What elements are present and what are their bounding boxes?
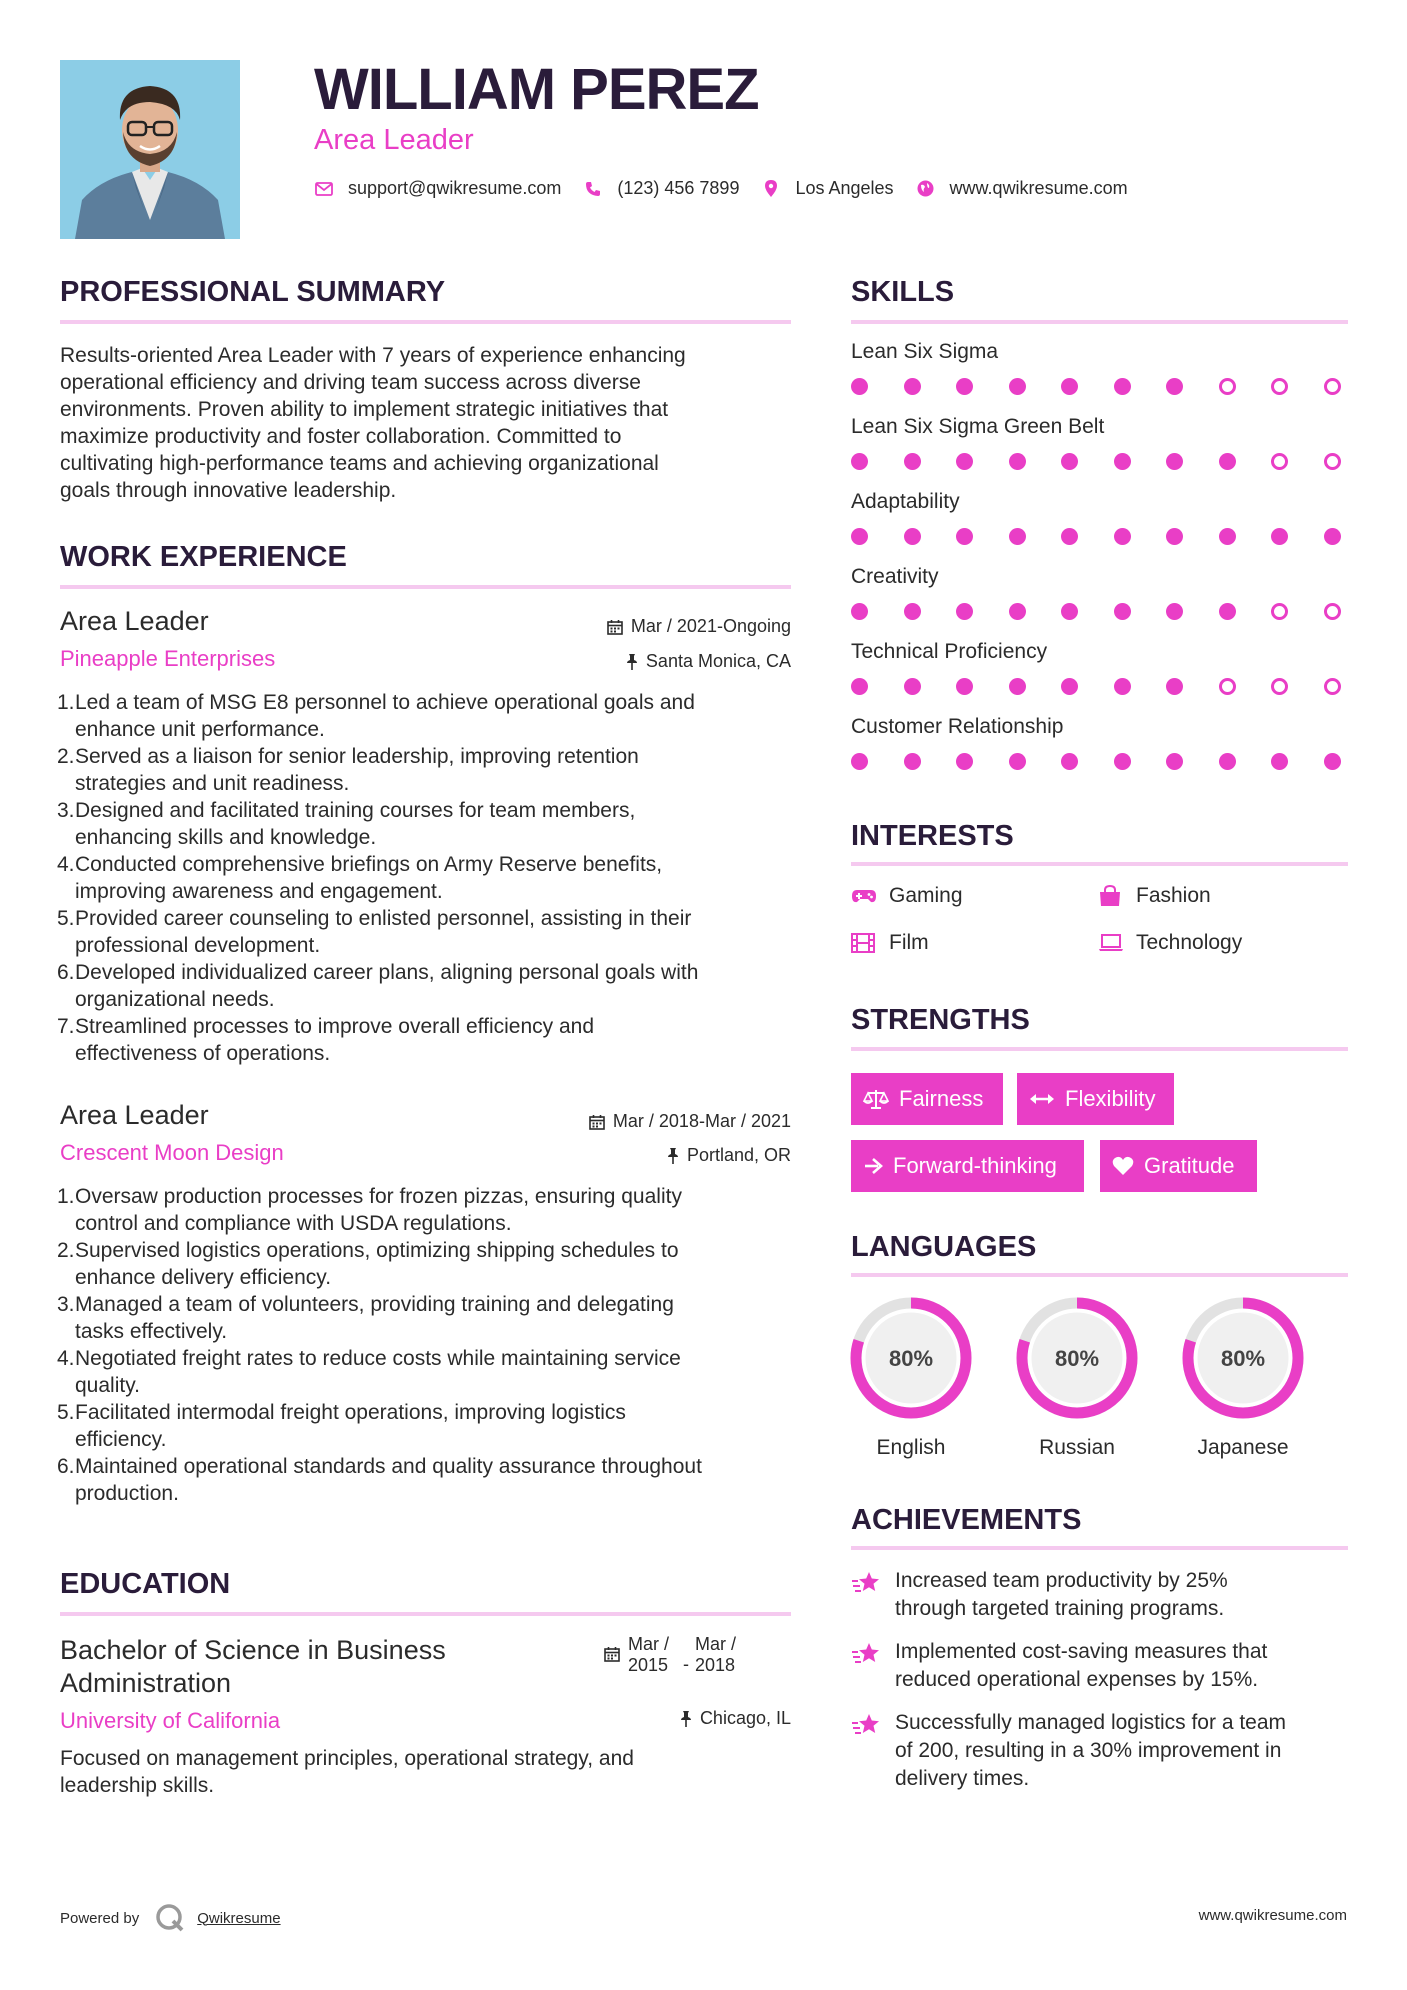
rating-dot-filled [904, 453, 921, 470]
achievements-rule [851, 1546, 1348, 1550]
rating-dot-filled [1166, 603, 1183, 620]
pushpin-icon [667, 1148, 679, 1164]
list-item: 1. Oversaw production processes for frozen pizzas, ensuring quality control and compliance with USDA regulations. [57, 1185, 682, 1235]
interest-gaming [851, 884, 963, 908]
list-item: 3. Designed and facilitated training courses for team members, enhancing skills and knowledge. [57, 799, 636, 849]
powered-by-text: Powered by [60, 1909, 140, 1927]
rating-dot-filled [1271, 753, 1288, 770]
strengths-heading: STRENGTHS [851, 1004, 1030, 1036]
skill-row [851, 415, 1341, 490]
rating-dot-filled [1219, 753, 1236, 770]
skill-rating [851, 603, 1341, 620]
contact-bar [314, 178, 1150, 199]
job-date [589, 1111, 791, 1132]
education-location [680, 1708, 791, 1729]
language-ring [846, 1293, 976, 1423]
rating-dot-filled [1166, 678, 1183, 695]
rating-dot-filled [1009, 378, 1026, 395]
interests-rule [851, 862, 1348, 866]
skill-row [851, 565, 1341, 640]
rating-dot-empty [1271, 603, 1288, 620]
calendar-icon [607, 619, 623, 635]
list-item: 6. Maintained operational standards and quality assurance throughout production. [57, 1455, 702, 1505]
skill-row [851, 340, 1341, 415]
strength-label: Fairness [899, 1086, 984, 1111]
list-item: 7. Streamlined processes to improve overall efficiency and effectiveness of operations. [57, 1015, 595, 1065]
rating-dot-filled [1009, 528, 1026, 545]
scale-icon [863, 1089, 889, 1109]
candidate-title: Area Leader [314, 124, 474, 156]
job-title: Area Leader [60, 1100, 209, 1130]
rating-dot-filled [956, 453, 973, 470]
strength-label: Flexibility [1065, 1086, 1156, 1111]
contact-phone[interactable]: (123) 456 7899 [617, 178, 740, 198]
rating-dot-filled [1061, 678, 1078, 695]
school-name: University of California [60, 1708, 281, 1733]
summary-rule [60, 320, 791, 324]
contact-email[interactable]: support@qwikresume.com [348, 178, 562, 198]
heart-icon [1112, 1156, 1134, 1176]
interest-label: Film [889, 931, 929, 954]
interest-film [851, 931, 929, 955]
skill-rating [851, 528, 1341, 545]
education-dates [604, 1634, 736, 1676]
rating-dot-filled [1114, 528, 1131, 545]
calendar-icon [604, 1646, 620, 1662]
job-date [607, 616, 791, 637]
language-name: English [876, 1436, 946, 1459]
rating-dot-empty [1324, 678, 1341, 695]
education-heading: EDUCATION [60, 1568, 231, 1600]
interest-fashion [1098, 884, 1211, 908]
job-location [667, 1145, 791, 1166]
list-item: 5. Facilitated intermodal freight operations, improving logistics efficiency. [57, 1401, 626, 1451]
list-item: 4. Conducted comprehensive briefings on Army Reserve benefits, improving awareness and engagement. [57, 853, 663, 903]
rating-dot-filled [1061, 528, 1078, 545]
strength-tag-forward-thinking [851, 1140, 1084, 1192]
company-name: Crescent Moon Design [60, 1140, 284, 1165]
language-item [1012, 1293, 1142, 1460]
list-item: 5. Provided career counseling to enlisted personnel, assisting in their professional development. [57, 907, 692, 957]
arrow-right-icon [863, 1157, 883, 1175]
qwikresume-logo-icon [155, 1903, 185, 1933]
rating-dot-filled [956, 753, 973, 770]
summary-line: cultivating high-performance teams and achieving organizational [60, 452, 659, 475]
contact-location: Los Angeles [795, 178, 894, 198]
job-location [626, 651, 791, 672]
rating-dot-filled [1114, 453, 1131, 470]
rating-dot-filled [904, 378, 921, 395]
education-location-text: Chicago, IL [699, 1708, 791, 1728]
interest-label: Technology [1136, 931, 1243, 954]
rating-dot-filled [904, 528, 921, 545]
rating-dot-filled [1324, 528, 1341, 545]
start-date: Mar / 2015 [628, 1634, 670, 1675]
rating-dot-filled [851, 678, 868, 695]
rating-dot-filled [1219, 603, 1236, 620]
achievement-item: Increased team productivity by 25% through targeted training programs. [851, 1567, 1348, 1623]
laptop-icon [1098, 933, 1124, 953]
achievement-item: Successfully managed logistics for a team of 200, resulting in a 30% improvement in delivery times. [851, 1709, 1348, 1793]
strength-label: Gratitude [1144, 1153, 1235, 1178]
language-percent: 80% [1220, 1346, 1266, 1371]
degree-line: Administration [60, 1668, 232, 1698]
strength-tag-fairness [851, 1073, 1003, 1125]
rating-dot-empty [1324, 378, 1341, 395]
skill-row [851, 715, 1341, 790]
rating-dot-empty [1324, 603, 1341, 620]
job-date-text: Mar / 2018-Mar / 2021 [612, 1111, 791, 1131]
language-item [846, 1293, 976, 1460]
rating-dot-filled [851, 453, 868, 470]
language-item [1178, 1293, 1308, 1460]
job-date-text: Mar / 2021-Ongoing [630, 616, 791, 636]
rating-dot-filled [1061, 378, 1078, 395]
rating-dot-filled [956, 378, 973, 395]
rating-dot-filled [851, 378, 868, 395]
job-bullets [57, 689, 797, 1067]
envelope-icon [314, 179, 334, 199]
shopping-bag-icon [1098, 886, 1124, 906]
strengths-rule [851, 1047, 1348, 1051]
strength-label: Forward-thinking [893, 1153, 1057, 1178]
skill-name: Customer Relationship [851, 715, 1064, 738]
rating-dot-empty [1219, 378, 1236, 395]
company-name: Pineapple Enterprises [60, 646, 276, 671]
rating-dot-empty [1271, 378, 1288, 395]
skill-rating [851, 378, 1341, 395]
rating-dot-filled [904, 603, 921, 620]
languages-heading: LANGUAGES [851, 1231, 1037, 1263]
rating-dot-empty [1219, 678, 1236, 695]
skill-name: Technical Proficiency [851, 640, 1048, 663]
education-rule [60, 1612, 791, 1616]
candidate-name: WILLIAM PEREZ [314, 57, 759, 122]
rating-dot-filled [1009, 453, 1026, 470]
skill-name: Adaptability [851, 490, 960, 513]
achievements-list [851, 1567, 1348, 1793]
rating-dot-filled [1166, 453, 1183, 470]
interests-heading: INTERESTS [851, 820, 1014, 852]
languages-list [846, 1293, 1308, 1460]
interest-label: Gaming [889, 884, 963, 907]
strength-tag-flexibility [1017, 1073, 1174, 1125]
list-item: 2. Supervised logistics operations, optimizing shipping schedules to enhance delivery efficiency. [57, 1239, 679, 1289]
contact-website[interactable]: www.qwikresume.com [949, 178, 1128, 198]
skills-rule [851, 320, 1348, 324]
list-item: 4. Negotiated freight rates to reduce costs while maintaining service quality. [57, 1347, 681, 1397]
skill-name: Lean Six Sigma Green Belt [851, 415, 1105, 438]
summary-line: environments. Proven ability to implement strategic initiatives that [60, 398, 669, 421]
education-description: Focused on management principles, operational strategy, and leadership skills. [60, 1747, 634, 1797]
skill-rating [851, 678, 1341, 695]
shooting-star-icon [851, 1569, 881, 1597]
degree-line: Bachelor of Science in Business [60, 1635, 446, 1665]
language-percent: 80% [888, 1346, 934, 1371]
rating-dot-filled [851, 753, 868, 770]
skill-name: Lean Six Sigma [851, 340, 999, 363]
languages-rule [851, 1273, 1348, 1277]
job-location-text: Santa Monica, CA [645, 651, 791, 671]
summary-text [60, 342, 791, 504]
rating-dot-empty [1271, 453, 1288, 470]
footer-url[interactable]: www.qwikresume.com [1198, 1907, 1347, 1924]
phone-icon [583, 179, 603, 199]
rating-dot-empty [1271, 678, 1288, 695]
shooting-star-icon [851, 1711, 881, 1739]
rating-dot-filled [1166, 753, 1183, 770]
footer-powered-by [60, 1903, 281, 1933]
summary-line: Results-oriented Area Leader with 7 years of experience enhancing [60, 344, 686, 367]
rating-dot-filled [1114, 378, 1131, 395]
end-date: Mar / 2018 [695, 1634, 737, 1675]
summary-line: maximize productivity and foster collaboration. Committed to [60, 425, 622, 448]
degree-title [60, 1634, 446, 1700]
rating-dot-filled [904, 678, 921, 695]
rating-dot-filled [1061, 753, 1078, 770]
rating-dot-filled [1166, 528, 1183, 545]
skill-rating [851, 453, 1341, 470]
summary-heading: PROFESSIONAL SUMMARY [60, 276, 446, 308]
rating-dot-filled [1009, 678, 1026, 695]
language-percent: 80% [1054, 1346, 1100, 1371]
rating-dot-filled [904, 753, 921, 770]
rating-dot-filled [1219, 453, 1236, 470]
rating-dot-filled [1114, 678, 1131, 695]
list-item: 2. Served as a liaison for senior leadership, improving retention strategies and unit readiness. [57, 745, 639, 795]
skill-row [851, 490, 1341, 565]
calendar-icon [589, 1114, 605, 1130]
rating-dot-filled [1271, 528, 1288, 545]
interest-technology [1098, 931, 1242, 955]
list-item: 3. Managed a team of volunteers, providing training and delegating tasks effectively. [57, 1293, 674, 1343]
rating-dot-filled [851, 528, 868, 545]
job-title: Area Leader [60, 606, 209, 636]
language-name: Japanese [1197, 1436, 1289, 1459]
rating-dot-filled [1009, 603, 1026, 620]
film-icon [851, 933, 877, 953]
rating-dot-filled [1114, 603, 1131, 620]
skill-row [851, 640, 1341, 715]
brand-link[interactable]: Qwikresume [197, 1909, 281, 1927]
rating-dot-empty [1324, 453, 1341, 470]
gamepad-icon [851, 886, 877, 906]
rating-dot-filled [956, 603, 973, 620]
achievements-heading: ACHIEVEMENTS [851, 1504, 1082, 1536]
achievement-item: Implemented cost-saving measures that reduced operational expenses by 15%. [851, 1638, 1348, 1694]
rating-dot-filled [956, 678, 973, 695]
pushpin-icon [680, 1711, 692, 1727]
summary-line: operational efficiency and driving team success across diverse [60, 371, 641, 394]
rating-dot-filled [1061, 603, 1078, 620]
summary-line: goals through innovative leadership. [60, 479, 397, 502]
job-bullets [57, 1183, 797, 1507]
job-location-text: Portland, OR [686, 1145, 791, 1165]
skills-list [851, 340, 1341, 790]
experience-heading: WORK EXPERIENCE [60, 541, 347, 573]
list-item: 6. Developed individualized career plans, aligning personal goals with organizational needs. [57, 961, 699, 1011]
map-pin-icon [761, 179, 781, 199]
rating-dot-filled [1324, 753, 1341, 770]
rating-dot-filled [1219, 528, 1236, 545]
arrows-horizontal-icon [1029, 1092, 1055, 1106]
skills-heading: SKILLS [851, 276, 955, 308]
rating-dot-filled [1114, 753, 1131, 770]
rating-dot-filled [851, 603, 868, 620]
strength-tag-gratitude [1100, 1140, 1257, 1192]
skill-rating [851, 753, 1341, 770]
pushpin-icon [626, 654, 638, 670]
shooting-star-icon [851, 1640, 881, 1668]
date-separator: - [683, 1654, 690, 1674]
language-ring [1012, 1293, 1142, 1423]
globe-icon [916, 179, 936, 199]
skill-name: Creativity [851, 565, 939, 588]
rating-dot-filled [956, 528, 973, 545]
language-name: Russian [1039, 1436, 1115, 1459]
rating-dot-filled [1009, 753, 1026, 770]
list-item: 1. Led a team of MSG E8 personnel to achieve operational goals and enhance unit performance. [57, 691, 695, 741]
experience-rule [60, 585, 791, 589]
profile-photo [60, 60, 240, 239]
interest-label: Fashion [1136, 884, 1211, 907]
language-ring [1178, 1293, 1308, 1423]
rating-dot-filled [1061, 453, 1078, 470]
rating-dot-filled [1166, 378, 1183, 395]
